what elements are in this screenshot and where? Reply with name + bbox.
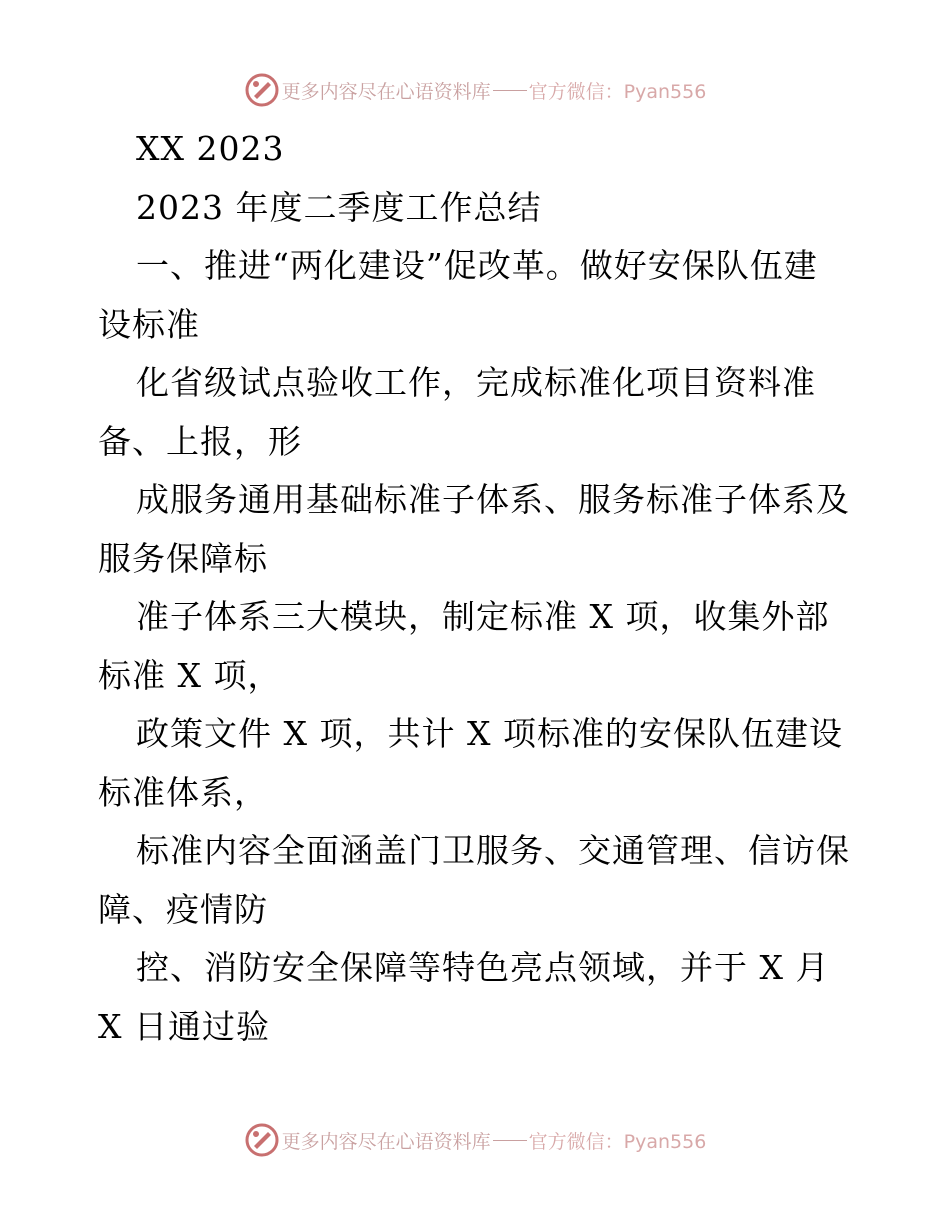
doc-line: XX 2023 (136, 129, 285, 168)
doc-line: 政策文件 X 项，共计 X 项标准的安保队伍建设 (136, 714, 843, 753)
watermark-dash (493, 90, 527, 91)
doc-line: 设标准 (98, 304, 200, 344)
header-watermark (0, 70, 950, 110)
logo-icon (244, 1122, 280, 1158)
doc-line: 标准内容全面涵盖门卫服务、交通管理、信访保 (136, 831, 850, 870)
doc-line: 服务保障标 (98, 538, 268, 578)
doc-line: 控、消防安全保障等特色亮点领域，并于 X 月 (136, 948, 830, 987)
document-body (98, 120, 858, 1056)
doc-line: 标准体系， (98, 772, 268, 812)
footer-watermark (0, 1120, 950, 1160)
watermark-contact-text: 官方微信：Pyan556 (528, 80, 707, 103)
doc-line: 标准 X 项， (98, 655, 282, 695)
doc-line: 准子体系三大模块，制定标准 X 项，收集外部 (136, 597, 830, 636)
watermark-site-text: 更多内容尽在心语资料库 (281, 1130, 491, 1153)
watermark-contact-text: 官方微信：Pyan556 (528, 1130, 707, 1153)
watermark-dash (493, 1140, 527, 1141)
doc-line: 成服务通用基础标准子体系、服务标准子体系及 (136, 480, 850, 519)
doc-line: 备、上报，形 (98, 421, 302, 461)
logo-icon (244, 72, 280, 108)
doc-title: 2023 年度二季度工作总结 (136, 187, 542, 227)
doc-line: 化省级试点验收工作，完成标准化项目资料准 (136, 363, 816, 402)
doc-line: 一、推进“两化建设”促改革。做好安保队伍建 (136, 246, 818, 285)
doc-line: X 日通过验 (98, 1006, 270, 1046)
doc-line: 障、疫情防 (98, 889, 268, 929)
watermark-site-text: 更多内容尽在心语资料库 (281, 80, 491, 103)
